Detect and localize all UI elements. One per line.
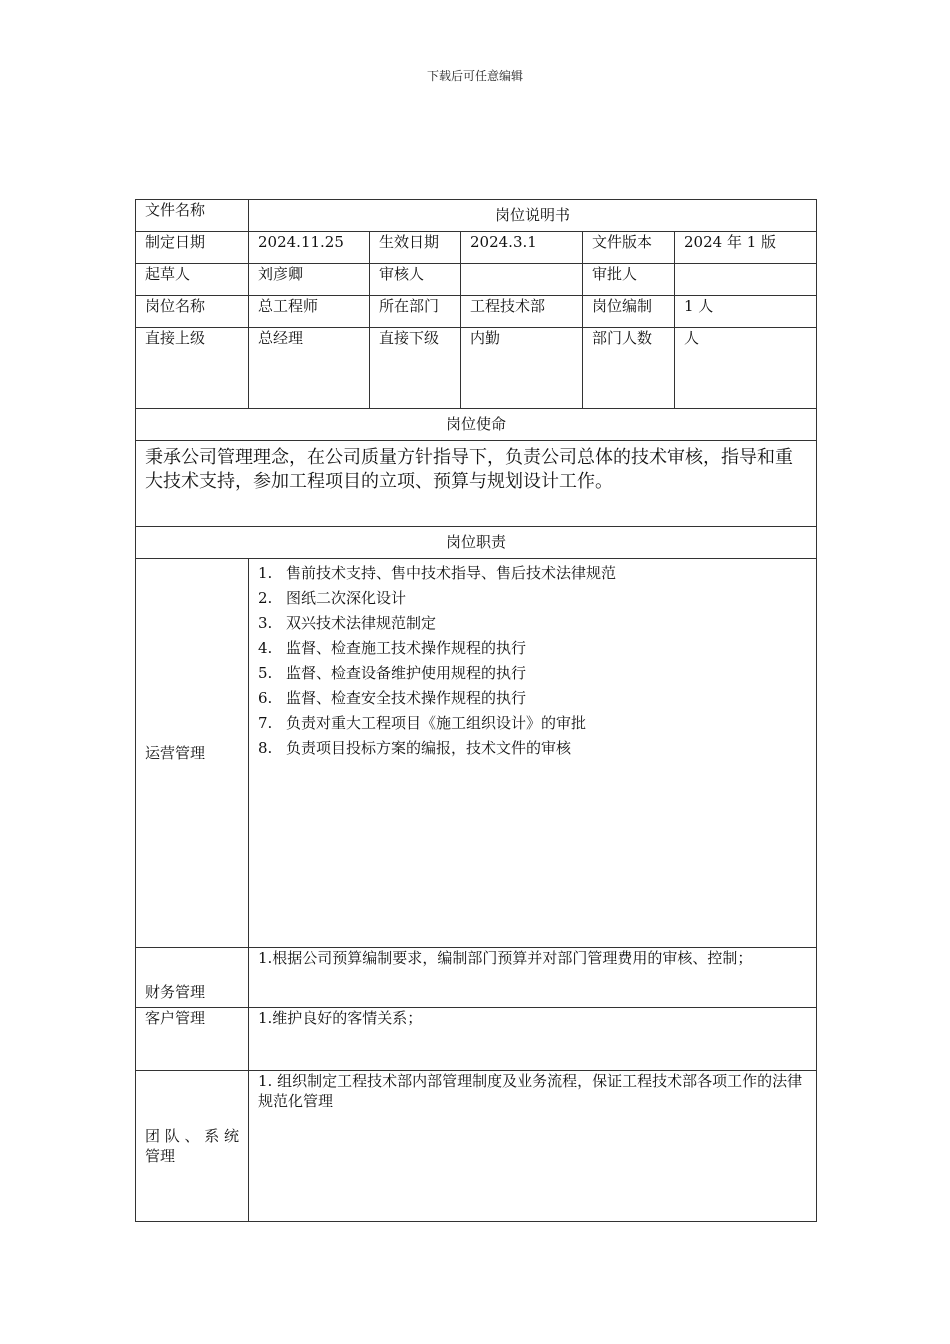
list-item-number: 1. [258,564,273,582]
mission-title: 岗位使命 [136,409,817,441]
approver-label: 审批人 [583,264,675,296]
list-item [258,636,807,661]
subordinate-label: 直接下级 [370,328,461,409]
version-value: 2024 年 1 版 [675,232,817,264]
superior-label: 直接上级 [136,328,249,409]
operations-label: 运营管理 [136,559,249,948]
approver-value [675,264,817,296]
file-name-label: 文件名称 [136,200,249,232]
headcount-value: 1 人 [675,296,817,328]
row-finance [136,948,817,1008]
made-date-value: 2024.11.25 [249,232,370,264]
drafter-label: 起草人 [136,264,249,296]
operations-list [258,561,807,761]
list-item-number: 6. [258,689,273,707]
headcount-label: 岗位编制 [583,296,675,328]
row-customer [136,1008,817,1071]
list-item-number: 7. [258,714,273,732]
row-mission-text [136,441,817,527]
list-item-number: 3. [258,614,273,632]
list-item [258,686,807,711]
list-item [258,736,807,761]
finance-label: 财务管理 [136,948,249,1008]
dept-size-label: 部门人数 [583,328,675,409]
list-item [258,711,807,736]
file-name-value: 岗位说明书 [249,200,817,232]
row-operations [136,559,817,948]
list-item [258,661,807,686]
list-item-text: 图纸二次深化设计 [286,589,407,607]
reviewer-label: 审核人 [370,264,461,296]
list-item-number: 4. [258,639,273,657]
finance-text: 1.根据公司预算编制要求，编制部门预算并对部门管理费用的审核、控制； [249,948,817,1008]
dept-label: 所在部门 [370,296,461,328]
drafter-value: 刘彦卿 [249,264,370,296]
dept-size-value: 人 [675,328,817,409]
row-position [136,296,817,328]
row-reporting [136,328,817,409]
list-item-text: 双兴技术法律规范制定 [286,614,437,632]
row-dates [136,232,817,264]
customer-label: 客户管理 [136,1008,249,1071]
list-item [258,586,807,611]
list-item-text: 监督、检查设备维护使用规程的执行 [286,664,527,682]
row-team [136,1071,817,1222]
position-label: 岗位名称 [136,296,249,328]
team-label-line2: 管理 [145,1147,176,1165]
mission-text: 秉承公司管理理念，在公司质量方针指导下，负责公司总体的技术审核，指导和重大技术支持，参加工程项目的立项、预算与规划设计工作。 [136,441,817,527]
list-item-text: 监督、检查施工技术操作规程的执行 [286,639,527,657]
list-item [258,561,807,586]
team-label [136,1071,249,1222]
list-item-text: 监督、检查安全技术操作规程的执行 [286,689,527,707]
operations-list-cell [249,559,817,948]
customer-text: 1.维护良好的客情关系； [249,1008,817,1071]
dept-value: 工程技术部 [461,296,583,328]
made-date-label: 制定日期 [136,232,249,264]
list-item-number: 5. [258,664,273,682]
position-value: 总工程师 [249,296,370,328]
subordinate-value: 内勤 [461,328,583,409]
duties-title: 岗位职责 [136,527,817,559]
row-people [136,264,817,296]
team-text: 1. 组织制定工程技术部内部管理制度及业务流程，保证工程技术部各项工作的法律规范化管理 [249,1071,817,1222]
list-item-number: 2. [258,589,273,607]
list-item-number: 8. [258,739,273,757]
list-item-text: 负责项目投标方案的编报，技术文件的审核 [286,739,572,757]
team-label-line1: 团队、系统 [145,1126,239,1145]
row-duties-title [136,527,817,559]
list-item-text: 售前技术支持、售中技术指导、售后技术法律规范 [286,564,617,582]
effective-date-value: 2024.3.1 [461,232,583,264]
header-note: 下载后可任意编辑 [426,69,523,83]
version-label: 文件版本 [583,232,675,264]
job-description-table [135,199,817,1222]
effective-date-label: 生效日期 [370,232,461,264]
list-item [258,611,807,636]
list-item-text: 负责对重大工程项目《施工组织设计》的审批 [286,714,587,732]
row-mission-title [136,409,817,441]
superior-value: 总经理 [249,328,370,409]
row-file-name [136,200,817,232]
reviewer-value [461,264,583,296]
